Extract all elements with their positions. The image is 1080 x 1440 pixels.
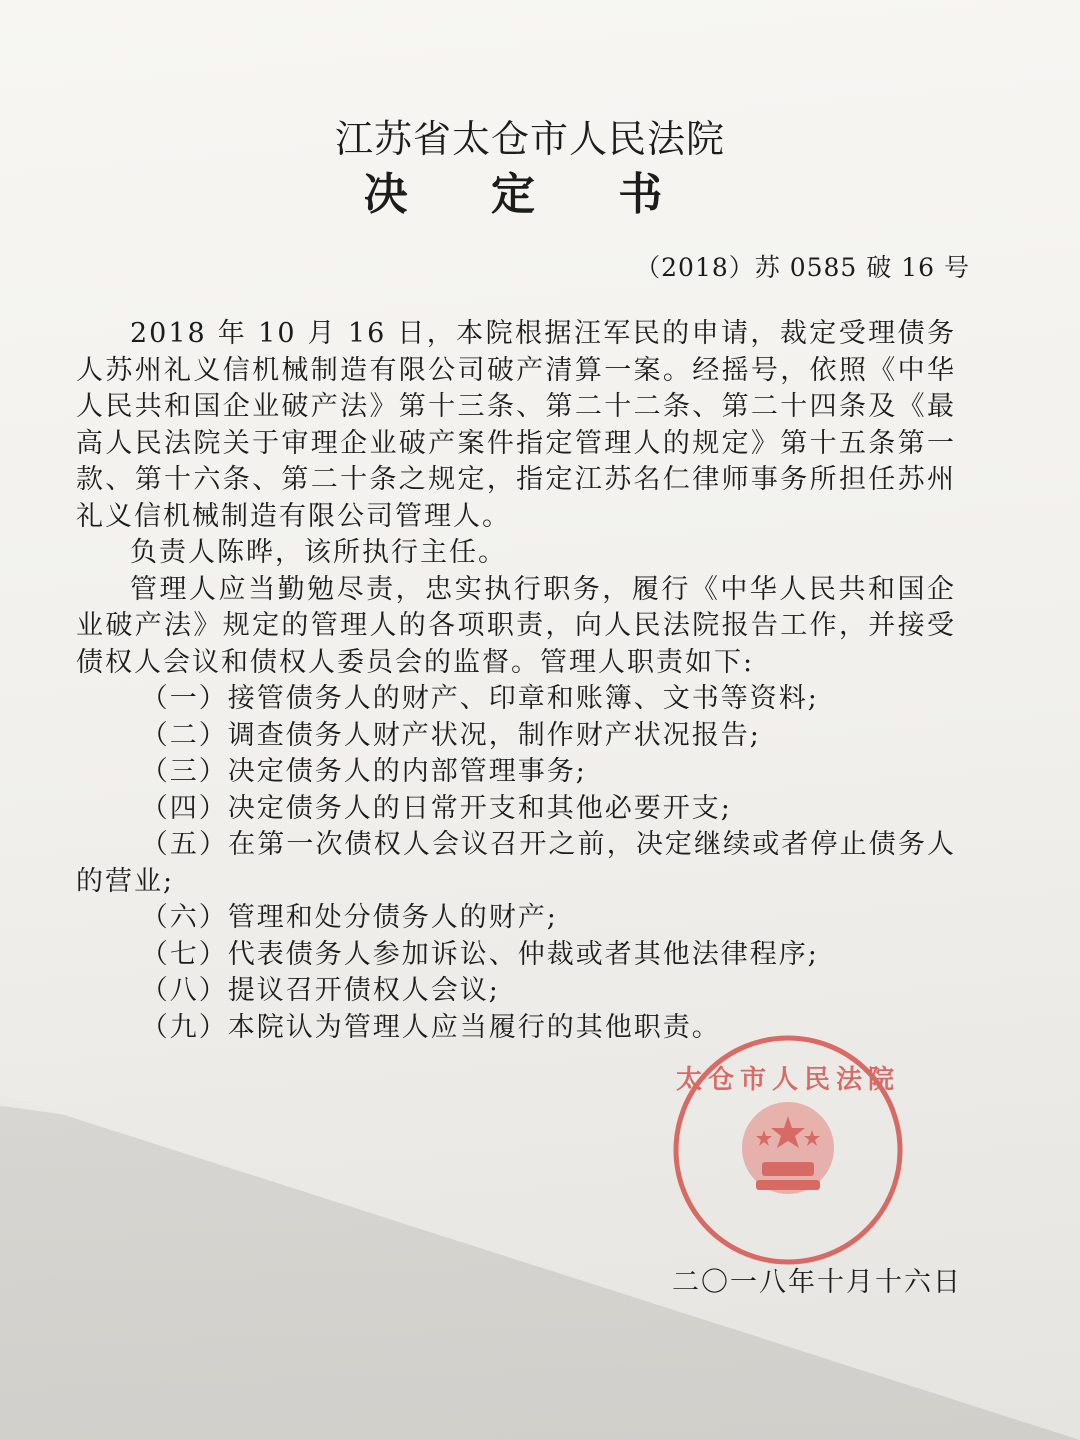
document-title: 决 定 书: [363, 169, 697, 220]
duty-item: （二）调查债务人财产状况，制作财产状况报告;: [140, 719, 761, 751]
seal-text: 太仓市人民法院: [675, 1065, 901, 1095]
decision-date: 二〇一八年十月十六日: [672, 1267, 962, 1298]
paragraph-appointment: 2018 年 10 月 16 日，本院根据汪军民的申请，裁定受理债务人苏州礼义信机械制造有限公司破产清算一案。经摇号，依照《中华人民共和国企业破产法》第十三条、第二十二条、第二十四条及《最高人民法院关于审理企业破产案件指定管理人的规定》第十五条第一款、第十六条、第二十条之规定，指定江苏名仁律师事务所担任苏州礼义信机械制造有限公司管理人。: [76, 318, 956, 532]
seal-emblem: [742, 1102, 834, 1194]
duty-item: （九）本院认为管理人应当履行的其他职责。: [140, 1011, 721, 1043]
paragraph-duties-intro: 管理人应当勤勉尽责，忠实执行职务，履行《中华人民共和国企业破产法》规定的管理人的各项职责，向人民法院报告工作，并接受债权人会议和债权人委员会的监督。管理人职责如下:: [76, 573, 956, 678]
duty-item: （三）决定债务人的内部管理事务;: [140, 756, 587, 787]
duty-item: （六）管理和处分债务人的财产;: [140, 902, 558, 933]
duty-item: （八）提议召开债权人会议;: [140, 975, 500, 1006]
duty-item: （五）在第一次债权人会议召开之前，决定继续或者停止债务人的营业;: [76, 829, 956, 897]
duty-item: （四）决定债务人的日常开支和其他必要开支;: [140, 792, 732, 824]
duties-list: [76, 681, 956, 1046]
document-body: [76, 316, 956, 1046]
court-name: 江苏省太仓市人民法院: [334, 117, 725, 161]
duty-item: （一）接管债务人的财产、印章和账簿、文书等资料;: [140, 683, 819, 714]
duty-item: （七）代表债务人参加诉讼、仲裁或者其他法律程序;: [140, 938, 819, 970]
case-number: （2018）苏 0585 破 16 号: [635, 253, 970, 282]
court-seal: [668, 1030, 908, 1270]
paragraph-responsible-person: 负责人陈晔，该所执行主任。: [130, 537, 507, 568]
